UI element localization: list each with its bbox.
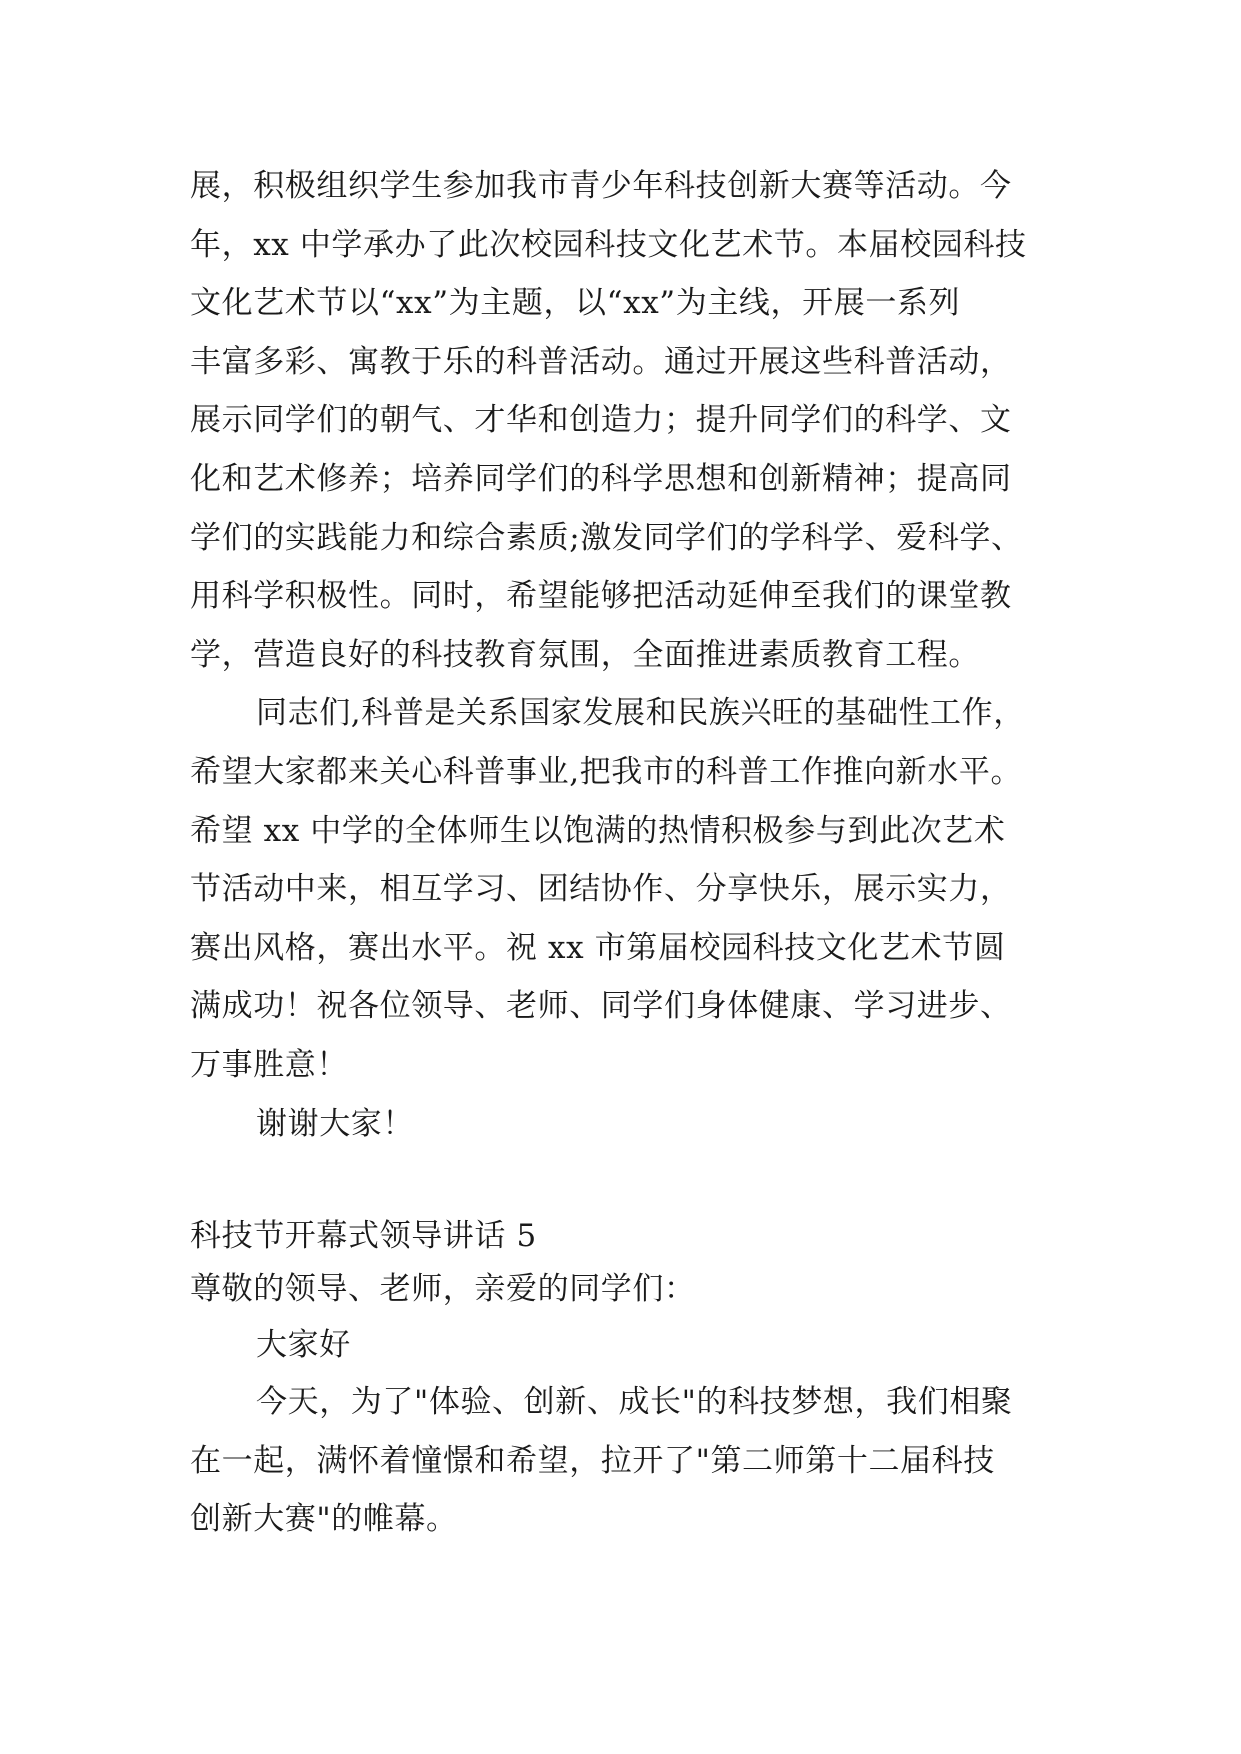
text-line: 在一起，满怀着憧憬和希望，拉开了"第二师第十二届科技 xyxy=(190,1442,995,1479)
text-line: 展示同学们的朝气、才华和创造力；提升同学们的科学、文 xyxy=(190,402,1012,439)
text-line: 同志们,科普是关系国家发展和民族兴旺的基础性工作， xyxy=(256,695,1025,732)
text-line: 创新大赛"的帷幕。 xyxy=(190,1501,458,1538)
greeting: 大家好 xyxy=(256,1327,351,1364)
speech-title: 科技节开幕式领导讲话 5 xyxy=(190,1218,537,1255)
closing-thanks: 谢谢大家！ xyxy=(256,1105,414,1142)
document-body xyxy=(190,157,1070,1549)
text-line: 用科学积极性。同时，希望能够把活动延伸至我们的课堂教 xyxy=(190,578,1012,615)
text-line: 学们的实践能力和综合素质;激发同学们的学科学、爱科学、 xyxy=(190,519,1023,556)
text-line: 赛出风格，赛出水平。祝 xx 市第届校园科技文化艺术节圆 xyxy=(190,929,1006,966)
text-line: 化和艺术修养；培养同学们的科学思想和创新精神；提高同 xyxy=(190,460,1012,497)
paragraph-science-festival-purpose xyxy=(190,157,1070,684)
paragraph-opening-remarks xyxy=(190,1373,1070,1549)
text-line: 希望大家都来关心科普事业,把我市的科普工作推向新水平。 xyxy=(190,753,1023,790)
text-line: 节活动中来，相互学习、团结协作、分享快乐，展示实力， xyxy=(190,871,1012,908)
text-line: 希望 xx 中学的全体师生以饱满的热情积极参与到此次艺术 xyxy=(190,812,1006,849)
text-line: 今天，为了"体验、创新、成长"的科技梦想，我们相聚 xyxy=(256,1384,1013,1421)
section-spacer xyxy=(190,1153,1070,1211)
text-line: 丰富多彩、寓教于乐的科普活动。通过开展这些科普活动， xyxy=(190,343,1012,380)
text-line: 展，积极组织学生参加我市青少年科技创新大赛等活动。今 xyxy=(190,168,1012,204)
text-line: 文化艺术节以“xx”为主题，以“xx”为主线，开展一系列 xyxy=(190,285,961,322)
salutation: 尊敬的领导、老师，亲爱的同学们： xyxy=(190,1271,696,1308)
text-line: 年，xx 中学承办了此次校园科技文化艺术节。本届校园科技 xyxy=(190,226,1027,263)
text-line: 学，营造良好的科技教育氛围，全面推进素质教育工程。 xyxy=(190,636,980,673)
paragraph-comrades-appeal xyxy=(190,684,1070,1094)
text-line: 满成功！祝各位领导、老师、同学们身体健康、学习进步、 xyxy=(190,988,1012,1025)
text-line: 万事胜意！ xyxy=(190,1046,348,1083)
